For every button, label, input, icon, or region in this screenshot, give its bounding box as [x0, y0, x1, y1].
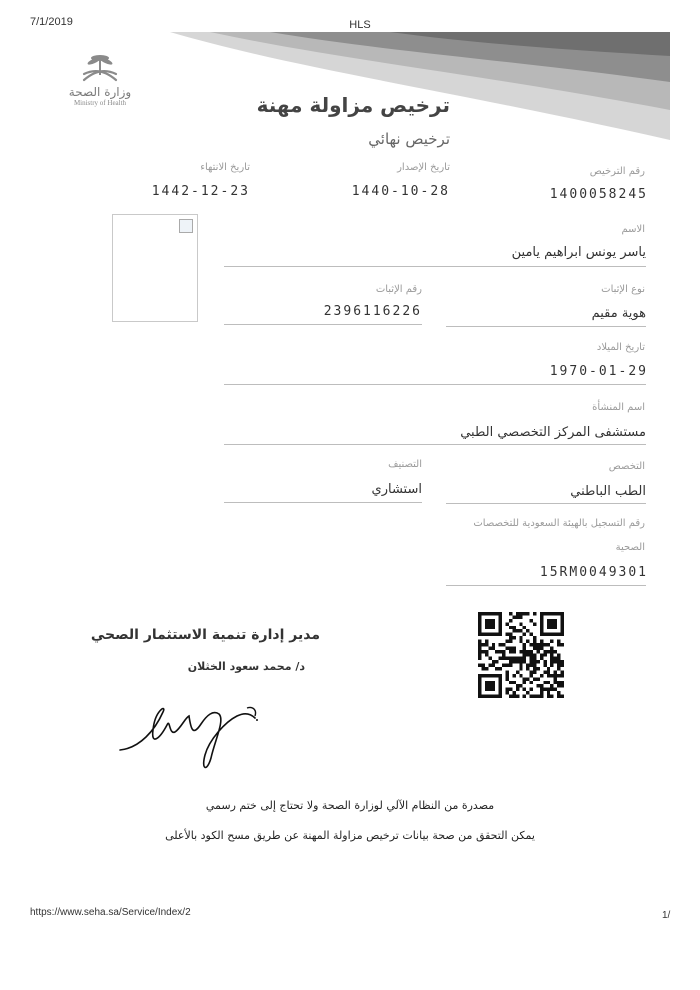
- id-number-value: 2396116226: [323, 304, 422, 319]
- classification-underline: [224, 502, 422, 503]
- footer-page-number: 1/: [662, 910, 671, 921]
- document-subtitle: ترخيص نهائي: [368, 130, 450, 148]
- print-title: HLS: [349, 19, 371, 31]
- palm-swords-icon: [78, 52, 122, 86]
- scfhs-underline: [446, 585, 646, 586]
- verification-qr-code[interactable]: [478, 612, 564, 698]
- issuance-note: مصدرة من النظام الآلي لوزارة الصحة ولا تحتاج إلى ختم رسمي: [205, 799, 495, 812]
- specialty-label: التخصص: [608, 461, 645, 472]
- decorative-waves: [150, 30, 670, 140]
- expiry-date-value: 1442-12-23: [151, 184, 250, 199]
- holder-photo: [112, 214, 198, 322]
- signatory-name: د/ محمد سعود الخثلان: [187, 660, 305, 673]
- dob-label: تاريخ الميلاد: [596, 342, 645, 353]
- id-type-label: نوع الإثبات: [601, 284, 645, 295]
- issue-date-label: تاريخ الإصدار: [397, 162, 450, 173]
- document-title: ترخيص مزاولة مهنة: [256, 93, 450, 117]
- classification-value: استشاري: [371, 482, 422, 497]
- broken-image-icon: [179, 219, 193, 233]
- classification-label: التصنيف: [388, 459, 422, 470]
- dob-underline: [224, 384, 646, 385]
- scfhs-number-value: 15RM0049301: [539, 565, 648, 580]
- moh-logo: [60, 52, 140, 112]
- id-type-value: هوية مقيم: [591, 306, 646, 321]
- name-value: ياسر يونس ابراهيم يامين: [511, 245, 646, 260]
- name-underline: [224, 266, 646, 267]
- specialty-underline: [446, 503, 646, 504]
- signatory-title: مدير إدارة تنمية الاستثمار الصحي: [90, 627, 320, 643]
- facility-underline: [224, 444, 646, 445]
- footer-url: https://www.seha.sa/Service/Index/2: [30, 907, 191, 918]
- facility-value: مستشفى المركز التخصصي الطبي: [460, 425, 646, 440]
- name-label: الاسم: [621, 224, 645, 235]
- id-number-underline: [224, 324, 422, 325]
- scfhs-label-line1: رقم التسجيل بالهيئة السعودية للتخصصات: [473, 518, 645, 529]
- scfhs-label-line2: الصحية: [615, 542, 645, 553]
- license-number-value: 1400058245: [549, 187, 648, 202]
- issue-date-value: 1440-10-28: [351, 184, 450, 199]
- dob-value: 1970-01-29: [549, 364, 648, 379]
- handwritten-signature: [115, 700, 275, 775]
- verification-note: يمكن التحقق من صحة بيانات ترخيص مزاولة المهنة عن طريق مسح الكود بالأعلى: [165, 829, 535, 842]
- license-number-label: رقم الترخيص: [589, 166, 645, 177]
- id-number-label: رقم الإثبات: [375, 284, 422, 295]
- id-type-underline: [446, 326, 646, 327]
- expiry-date-label: تاريخ الانتهاء: [200, 162, 250, 173]
- facility-label: اسم المنشأة: [592, 402, 645, 413]
- print-date: 7/1/2019: [30, 16, 73, 28]
- specialty-value: الطب الباطني: [570, 484, 646, 499]
- logo-arabic-text: وزارة الصحة: [68, 85, 132, 99]
- logo-english-text: Ministry of Health: [73, 99, 127, 107]
